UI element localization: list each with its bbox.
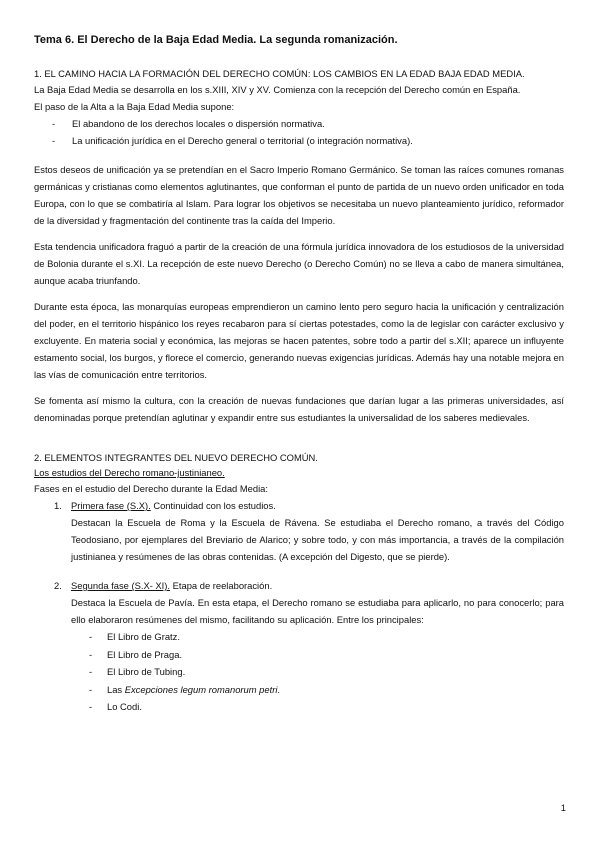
phase-lead: Continuidad con los estudios. <box>150 500 276 511</box>
list-item: - El abandono de los derechos locales o dispersión normativa. <box>34 115 564 132</box>
page-number: 1 <box>560 802 566 813</box>
paragraph: Esta tendencia unificadora fraguó a partir de la creación de una fórmula jurídica innovadora de los estudiosos de la universidad de Bolonia durante el s.XI. La recepción de este nuevo Derecho (o Derecho Común) no se lleva a cabo de manera simultánea, aunque acaba triunfando. <box>34 241 564 286</box>
phase-number: 2. <box>54 580 62 591</box>
phase-lead: Etapa de reelaboración. <box>170 580 273 591</box>
work-title: El Libro de Tubing. <box>107 666 186 677</box>
phase-item <box>34 577 564 716</box>
phase-body: Destacan la Escuela de Roma y la Escuela de Rávena. Se estudiaba el Derecho romano, a través del Código Teodosiano, por ejemplares del Breviario de Alarico; y sobre todo, y con más importancia, a través de la compilación justinianea y resúmenes de las obras contenidas. (A excepción del Digesto, que se pierde). <box>71 517 564 562</box>
section-1 <box>34 66 564 426</box>
section-2 <box>34 450 564 716</box>
section-1-intro-2: El paso de la Alta a la Baja Edad Media supone: <box>34 101 235 112</box>
section-1-heading: 1. EL CAMINO HACIA LA FORMACIÓN DEL DERECHO COMÚN: LOS CAMBIOS EN LA EDAD BAJA EDAD MEDIA. <box>34 68 525 79</box>
section-2-heading: 2. ELEMENTOS INTEGRANTES DEL NUEVO DERECHO COMÚN. <box>34 452 318 463</box>
phase-item <box>34 497 564 565</box>
phase-number: 1. <box>54 500 62 511</box>
list-item <box>71 628 564 646</box>
phase-label: Primera fase (S.X). <box>71 500 151 511</box>
works-list <box>71 628 564 716</box>
phase-body: Destaca la Escuela de Pavía. En esta etapa, el Derecho romano se estudiaba para aplicarlo, no para conocerlo; para ello elaboraron resúmenes del mismo, facilitando su aplicación. Entre los principales: <box>71 597 564 625</box>
paragraph: Durante esta época, las monarquías europeas emprendieron un camino lento pero seguro hacia la unificación y centralización del poder, en el territorio hispánico los reyes recabaron para sí ciertas potestades, como la de legislar con carácter exclusivo y excluyente. En materia social y económica, las mejoras se hacen patentes, sobre todo a partir del s.XII; aparece un influyente estamento social, los burgos, y florece el comercio, generando nuevas exigencias jurídicas. Además hay una notable mejora en las vías de comunicación entre territorios. <box>34 301 564 380</box>
list-item <box>71 698 564 716</box>
section-2-subheading: Los estudios del Derecho romano-justinianeo. <box>34 467 225 478</box>
document-page <box>34 34 564 728</box>
list-item <box>71 646 564 664</box>
paragraph: Estos deseos de unificación ya se pretendían en el Sacro Imperio Romano Germánico. Se toman las raíces comunes romanas germánicas y cristianas como elementos aglutinantes, que conforman el punto de partida de un nuevo orden unificador en toda Europa, con lo que se combatiría al Islam. Para lograr los objetivos se necesitaba un nuevo planteamiento jurídico, reformador de la diversidad y fragmentación del continente tras la caída del Imperio. <box>34 164 564 226</box>
phase-label: Segunda fase (S.X- XI). <box>71 580 171 591</box>
section-2-intro: Fases en el estudio del Derecho durante la Edad Media: <box>34 483 268 494</box>
section-1-bullet-list <box>34 115 564 149</box>
paragraph: Se fomenta así mismo la cultura, con la creación de nuevas fundaciones que darían lugar a las primeras universidades, así denominadas porque pretendían aglutinar y expandir entre sus estudiantes la universalidad de los saberes medievales. <box>34 395 564 423</box>
work-title: El Libro de Praga. <box>107 648 183 660</box>
list-item <box>71 663 564 681</box>
work-title: Lo Codi. <box>107 701 142 712</box>
document-title: Tema 6. El Derecho de la Baja Edad Media. La segunda romanización. <box>34 34 398 46</box>
work-title: El Libro de Gratz. <box>107 631 180 642</box>
work-title-prefix: Las <box>107 683 125 695</box>
list-item <box>71 681 564 699</box>
work-title-suffix: . <box>277 683 281 695</box>
phase-list <box>34 497 564 716</box>
section-1-intro-1: La Baja Edad Media se desarrolla en los s.XIII, XIV y XV. Comienza con la recepción del Derecho común en España. <box>34 84 521 95</box>
work-title-italic: Excepciones legum romanorum petri <box>124 683 278 695</box>
list-item: - La unificación jurídica en el Derecho general o territorial (o integración normativa). <box>34 132 564 149</box>
